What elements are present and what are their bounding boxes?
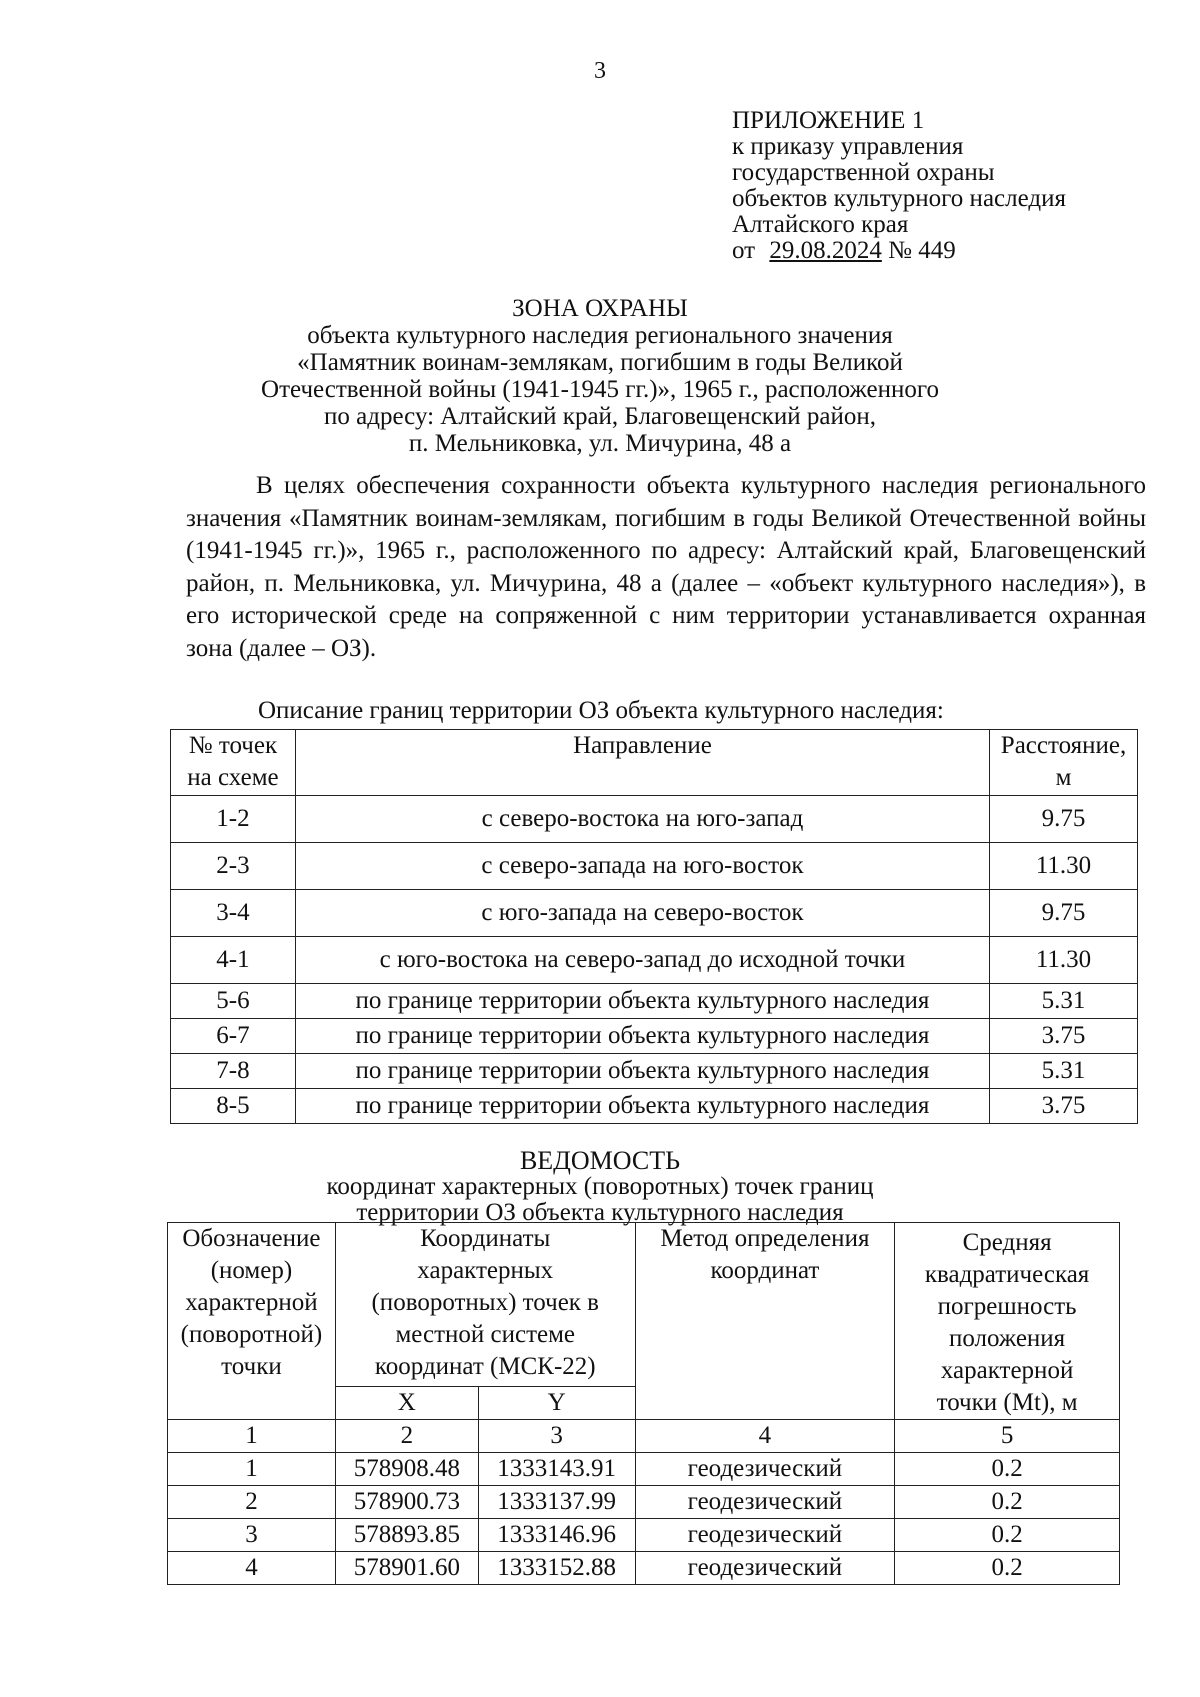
zone-title: ЗОНА ОХРАНЫ [512, 295, 688, 322]
table-row [171, 890, 1138, 937]
table-row [168, 1519, 1120, 1552]
header-designation: Обозначение (номер) характерной (поворотной) точки [168, 1223, 336, 1420]
column-number: 3 [478, 1420, 635, 1453]
error-cell: 0.2 [895, 1552, 1120, 1585]
points-cell: 5-6 [171, 984, 296, 1019]
boundaries-caption: Описание границ территории ОЗ объекта культурного наследия: [258, 697, 944, 724]
point-cell: 1 [168, 1453, 336, 1486]
table-row [171, 796, 1138, 843]
direction-cell: по границе территории объекта культурного наследия [295, 984, 989, 1019]
distance-cell: 3.75 [990, 1089, 1138, 1124]
appendix-title: ПРИЛОЖЕНИЕ 1 [732, 107, 925, 134]
column-number: 4 [635, 1420, 895, 1453]
distance-cell: 9.75 [990, 890, 1138, 937]
column-number: 5 [895, 1420, 1120, 1453]
point-cell: 3 [168, 1519, 336, 1552]
zone-title-line: по адресу: Алтайский край, Благовещенский район, [324, 403, 876, 430]
direction-cell: с северо-запада на юго-восток [295, 843, 989, 890]
direction-cell: по границе территории объекта культурного наследия [295, 1054, 989, 1089]
zone-title-line: Отечественной войны (1941-1945 гг.)», 1965 г., расположенного [261, 376, 939, 403]
table-row [168, 1486, 1120, 1519]
header-coordinates: Координаты характерных (поворотных) точек в местной системе координат (МСК-22) [335, 1223, 635, 1387]
x-cell: 578900.73 [335, 1486, 478, 1519]
y-cell: 1333152.88 [478, 1552, 635, 1585]
distance-cell: 5.31 [990, 1054, 1138, 1089]
page-number: 3 [594, 58, 606, 84]
direction-cell: с северо-востока на юго-запад [295, 796, 989, 843]
y-cell: 1333146.96 [478, 1519, 635, 1552]
zone-title-line: «Памятник воинам-землякам, погибшим в годы Великой [297, 349, 903, 376]
intro-paragraph: В целях обеспечения сохранности объекта культурного наследия регионального значения «Памятник воинам-землякам, погибшим в годы Великой Отечественной войны (1941-1945 гг.)», 1965 г., расположенного по адресу: Алтайский край, Благовещенский район, п. Мельниковка, ул. Мичурина, 48 а (далее – «объект культурного наследия»), в его исторической среде на сопряженной с ним территории устанавливается охранная зона (далее – ОЗ). [186, 472, 1146, 662]
zone-title-line: п. Мельниковка, ул. Мичурина, 48 а [408, 430, 792, 457]
direction-cell: с юго-востока на северо-запад до исходной точки [295, 937, 989, 984]
column-numbers-row [168, 1420, 1120, 1453]
table-row [171, 1019, 1138, 1054]
point-cell: 4 [168, 1552, 336, 1585]
x-cell: 578893.85 [335, 1519, 478, 1552]
error-cell: 0.2 [895, 1486, 1120, 1519]
header-points: № точек на схеме [171, 730, 296, 796]
distance-cell: 5.31 [990, 984, 1138, 1019]
method-cell: геодезический [635, 1453, 895, 1486]
points-cell: 2-3 [171, 843, 296, 890]
appendix-line: Алтайского края [732, 211, 909, 238]
zone-title-line: объекта культурного наследия регионального значения [307, 322, 893, 349]
appendix-block [732, 108, 1066, 264]
points-cell: 4-1 [171, 937, 296, 984]
table-row [171, 1054, 1138, 1089]
statement-subtitle: территории ОЗ объекта культурного наследия [356, 1199, 844, 1226]
distance-cell: 11.30 [990, 843, 1138, 890]
table-row [171, 1089, 1138, 1124]
header-error: Средняя квадратическая погрешность положения характерной точки (Mt), м [895, 1223, 1120, 1420]
error-cell: 0.2 [895, 1453, 1120, 1486]
appendix-line: объектов культурного наследия [732, 185, 1066, 212]
method-cell: геодезический [635, 1486, 895, 1519]
table-header-row [171, 730, 1138, 796]
table-row [168, 1552, 1120, 1585]
coordinates-table [167, 1222, 1120, 1585]
points-cell: 7-8 [171, 1054, 296, 1089]
header-direction: Направление [295, 730, 989, 796]
appendix-date-line [732, 238, 1066, 264]
statement-title-block [150, 1148, 1050, 1226]
appendix-line: к приказу управления [732, 133, 964, 160]
point-cell: 2 [168, 1486, 336, 1519]
direction-cell: с юго-запада на северо-восток [295, 890, 989, 937]
table-row [171, 937, 1138, 984]
y-cell: 1333143.91 [478, 1453, 635, 1486]
distance-cell: 9.75 [990, 796, 1138, 843]
boundaries-table [170, 729, 1138, 1124]
statement-subtitle: координат характерных (поворотных) точек границ [326, 1173, 874, 1200]
statement-title: ВЕДОМОСТЬ [519, 1146, 681, 1175]
direction-cell: по границе территории объекта культурного наследия [295, 1089, 989, 1124]
header-x: X [335, 1387, 478, 1420]
header-method: Метод определения координат [635, 1223, 895, 1420]
distance-cell: 3.75 [990, 1019, 1138, 1054]
method-cell: геодезический [635, 1552, 895, 1585]
appendix-line: государственной охраны [732, 159, 995, 186]
order-number: № 449 [888, 237, 956, 264]
points-cell: 8-5 [171, 1089, 296, 1124]
table-row [171, 843, 1138, 890]
header-distance: Расстояние, м [990, 730, 1138, 796]
date-prefix: от [732, 237, 756, 264]
header-y: Y [478, 1387, 635, 1420]
x-cell: 578901.60 [335, 1552, 478, 1585]
direction-cell: по границе территории объекта культурного наследия [295, 1019, 989, 1054]
table-row [168, 1453, 1120, 1486]
error-cell: 0.2 [895, 1519, 1120, 1552]
points-cell: 1-2 [171, 796, 296, 843]
order-date: 29.08.2024 [769, 237, 882, 264]
table-header-row [168, 1223, 1120, 1387]
zone-title-block [150, 295, 1050, 457]
column-number: 2 [335, 1420, 478, 1453]
distance-cell: 11.30 [990, 937, 1138, 984]
method-cell: геодезический [635, 1519, 895, 1552]
points-cell: 6-7 [171, 1019, 296, 1054]
x-cell: 578908.48 [335, 1453, 478, 1486]
points-cell: 3-4 [171, 890, 296, 937]
column-number: 1 [168, 1420, 336, 1453]
y-cell: 1333137.99 [478, 1486, 635, 1519]
table-row [171, 984, 1138, 1019]
